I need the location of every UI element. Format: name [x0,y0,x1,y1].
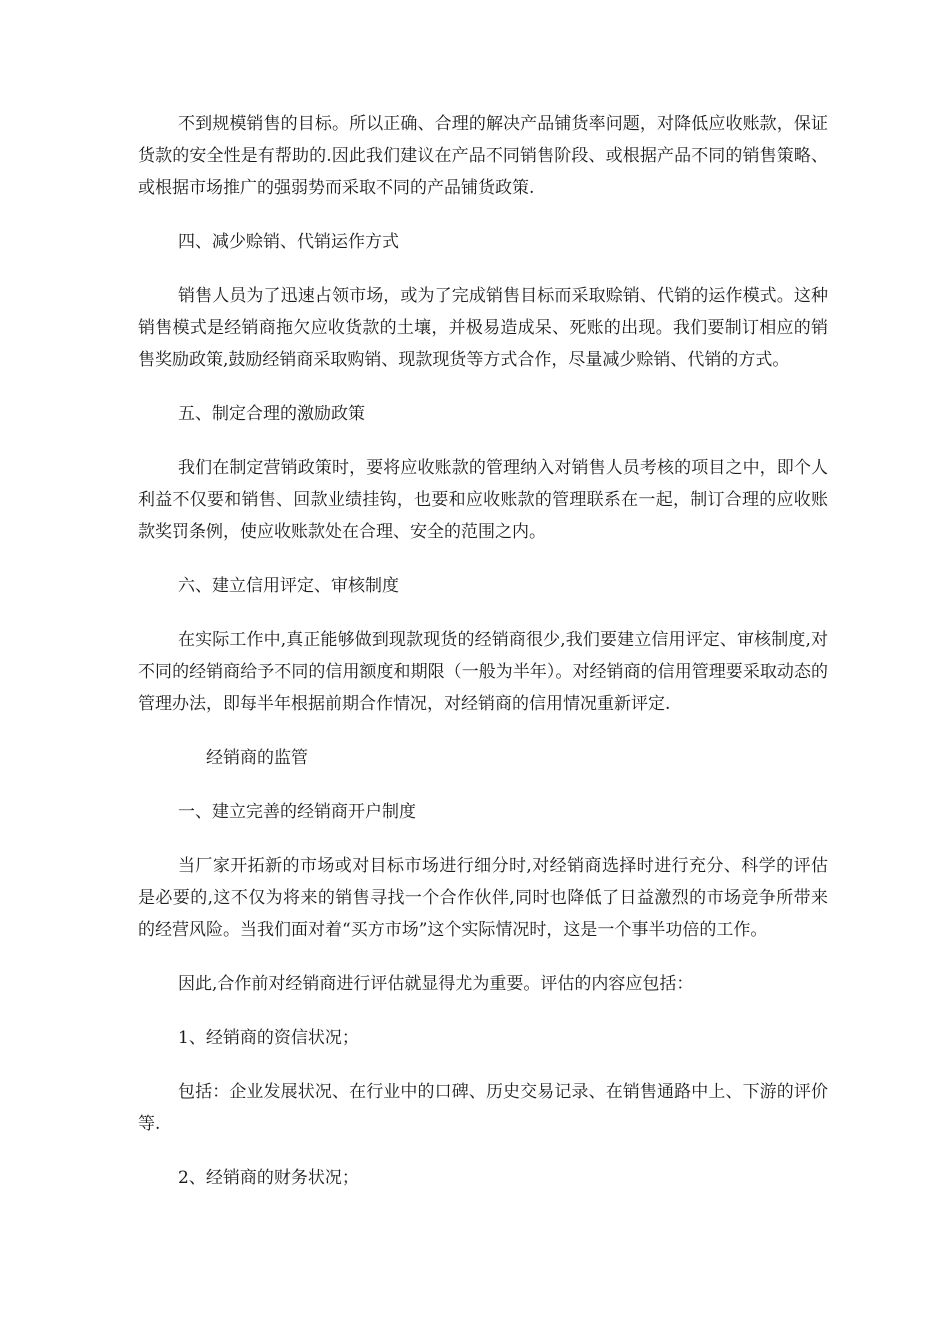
heading-section-four: 四、减少赊销、代销运作方式 [178,232,399,252]
paragraph-evaluation-intro: 因此,合作前对经销商进行评估就显得尤为重要。评估的内容应包括： [178,974,694,994]
paragraph-stocking-policy: 不到规模销售的目标。所以正确、合理的解决产品铺货率问题，对降低应收账款，保证货款的安全性是有帮助的.因此我们建议在产品不同销售阶段、或根据产品不同的销售策略、或根据市场推广的强弱势而采取不同的产品铺货政策. [138,114,828,198]
paragraph-dealer-selection: 当厂家开拓新的市场或对目标市场进行细分时,对经销商选择时进行充分、科学的评估是必要的,这不仅为将来的销售寻找一个合作伙伴,同时也降低了日益激烈的市场竞争所带来的经营风险。当我们面对着“买方市场”这个实际情况时，这是一个事半功倍的工作。 [138,856,828,940]
paragraph-credit-system: 在实际工作中,真正能够做到现款现货的经销商很少,我们要建立信用评定、审核制度,对不同的经销商给予不同的信用额度和期限（一般为半年）。对经销商的信用管理要采取动态的管理办法，即每半年根据前期合作情况，对经销商的信用情况重新评定. [138,630,828,714]
subtitle-dealer-supervision: 经销商的监管 [206,748,308,768]
heading-section-five: 五、制定合理的激励政策 [178,404,365,424]
paragraph-incentive-policy: 我们在制定营销政策时，要将应收账款的管理纳入对销售人员考核的项目之中，即个人利益不仅要和销售、回款业绩挂钩，也要和应收账款的管理联系在一起，制订合理的应收账款奖罚条例，使应收账款处在合理、安全的范围之内。 [138,458,828,542]
list-item-financial-status: 2、经销商的财务状况； [178,1168,359,1188]
heading-section-one: 一、建立完善的经销商开户制度 [178,802,416,822]
document-body [138,108,828,1216]
heading-section-six: 六、建立信用评定、审核制度 [178,576,399,596]
list-item-credit-status: 1、经销商的资信状况； [178,1028,359,1048]
paragraph-reduce-credit-sales: 销售人员为了迅速占领市场，或为了完成销售目标而采取赊销、代销的运作模式。这种销售模式是经销商拖欠应收货款的土壤，并极易造成呆、死账的出现。我们要制订相应的销售奖励政策,鼓励经销商采取购销、现款现货等方式合作，尽量减少赊销、代销的方式。 [138,286,828,370]
paragraph-credit-status-details: 包括：企业发展状况、在行业中的口碑、历史交易记录、在销售通路中上、下游的评价等. [138,1082,828,1134]
